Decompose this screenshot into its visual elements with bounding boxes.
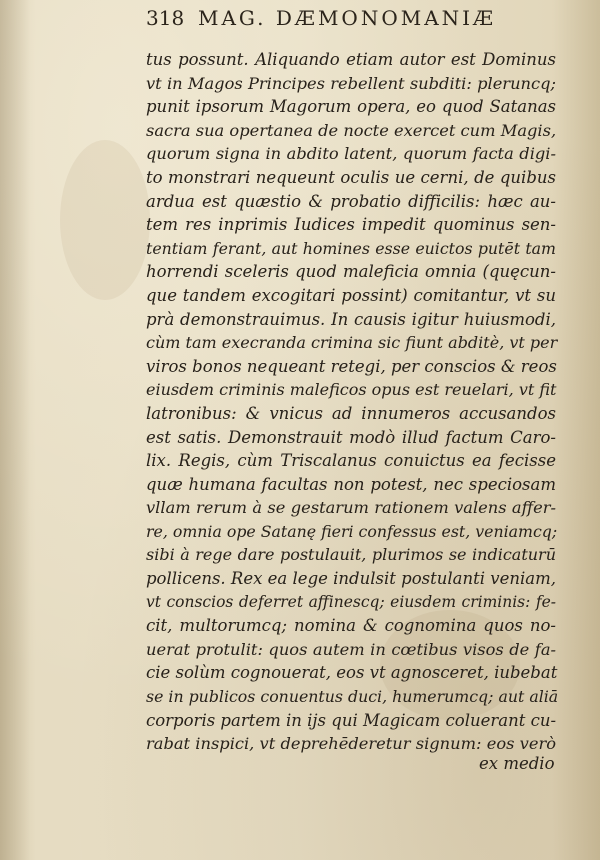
text-line: vt in Magos Principes rebellent subditi: pleruncq; <box>146 73 556 93</box>
text-line: corporis partem in ijs qui Magicam coluerant cu- <box>146 710 557 730</box>
gutter-shadow <box>0 0 30 860</box>
text-line: eiusdem criminis maleficos opus est reuelari, vt fit <box>146 380 557 400</box>
text-line: rabat inspici, vt deprehēderetur signum: eos verò <box>146 734 556 754</box>
text-line: pollicens. Rex ea lege indulsit postulanti veniam, <box>146 569 556 589</box>
text-line: latronibus: & vnicus ad innumeros accusandos <box>146 403 556 423</box>
text-line: cie solùm cognouerat, eos vt agnosceret, iubebat <box>146 663 558 683</box>
catchword: ex medio <box>479 754 555 773</box>
body-text <box>146 48 559 756</box>
text-line: cùm tam execranda crimina sic fiunt abditè, vt per <box>146 333 558 353</box>
text-line: vt conscios deferret affinescq; eiusdem criminis: fe- <box>146 592 556 611</box>
text-line: horrendi sceleris quod maleficia omnia (quęcun- <box>146 262 556 282</box>
text-line: tentiam ferant, aut homines esse euictos putēt tam <box>146 238 556 258</box>
text-line: sibi à rege dare postulauit, plurimos se indicaturū <box>146 545 556 565</box>
page-number: 318 <box>146 6 185 30</box>
text-line: quæ humana facultas non potest, nec speciosam <box>146 474 556 494</box>
text-line: quorum signa in abdito latent, quorum facta digi- <box>146 144 556 164</box>
text-line: re, omnia ope Satanę fieri confessus est, veniamcq; <box>146 521 558 541</box>
text-line: to monstrari nequeunt oculis ue cerni, de quibus <box>146 167 556 187</box>
page-header <box>146 6 586 36</box>
text-line: que tandem excogitari possint) comitantur, vt su <box>146 285 556 305</box>
text-line: se in publicos conuentus duci, humerumcq; aut aliā <box>146 687 559 707</box>
text-line: lix. Regis, cùm Triscalanus conuictus ea fecisse <box>146 451 556 471</box>
text-line: punit ipsorum Magorum opera, eo quod Satanas <box>146 97 556 117</box>
text-line: tem res inprimis Iudices impedit quominus sen- <box>146 215 556 235</box>
text-line: vllam rerum à se gestarum rationem valens affer- <box>146 498 556 518</box>
text-line: viros bonos nequeant retegi, per conscios & reos <box>146 356 557 376</box>
text-line: sacra sua opertanea de nocte exercet cum Magis, <box>146 120 557 140</box>
text-line: uerat protulit: quos autem in cœtibus visos de fa- <box>146 639 556 659</box>
text-line: prà demonstrauimus. In causis igitur huiusmodi, <box>146 309 556 329</box>
text-line: tus possunt. Aliquando etiam autor est Dominus <box>146 50 556 69</box>
text-line: ardua est quæstio & probatio difficilis: hæc au- <box>146 191 556 211</box>
running-title: MAG. DÆMONOMANIÆ <box>198 6 497 30</box>
text-line: cit, multorumcq; nomina & cognomina quos no- <box>146 616 556 636</box>
paper-stain <box>60 140 150 300</box>
text-line: est satis. Demonstrauit modò illud factum Caro- <box>146 427 556 447</box>
